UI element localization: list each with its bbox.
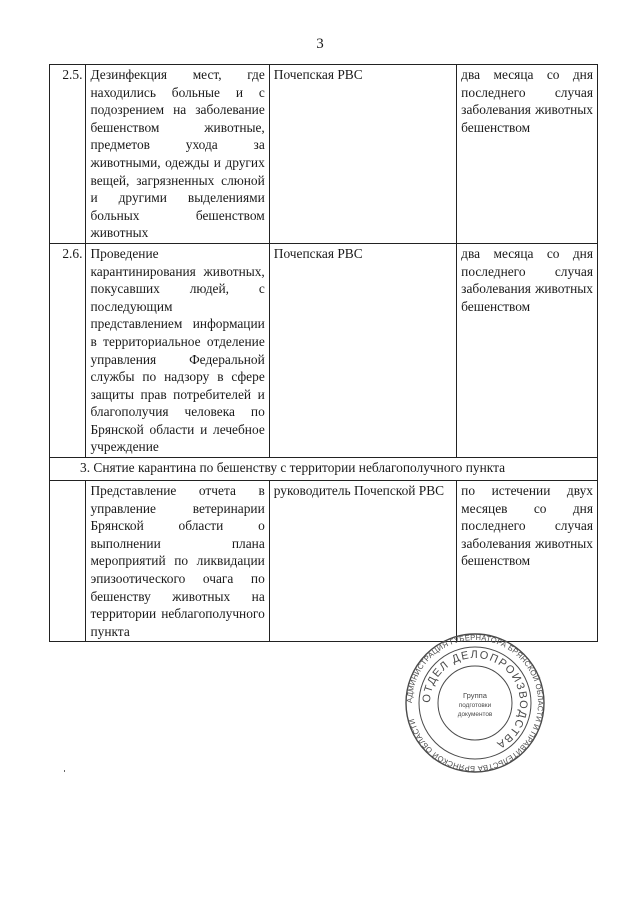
official-stamp-icon [404,632,546,774]
section-title: 3. Снятие карантина по бешенству с территории неблагополучного пункта [50,458,598,481]
measure-description: Проведение карантинирования животных, покусавших людей, с последующим представлением информации в территориальное отделение управления Федеральной службы по надзору в сфере защиты прав потребителей и благополучия человека по Брянской области и лечебное учреждение [86,243,269,457]
table-row [50,243,598,457]
plan-table [49,64,598,642]
measure-description: Представление отчета в управление ветеринарии Брянской области о выполнении плана мероприятий по ликвидации эпизоотического очага по бешенству животных на территории неблагополучного пункта [86,481,269,642]
stamp-center-line: подготовки [458,702,492,709]
table-row [50,481,598,642]
stamp-inner-text: ОТДЕЛ ДЕЛОПРОИЗВОДСТВА [420,648,530,752]
executor: Почепская РВС [269,65,456,244]
svg-text:ОТДЕЛ ДЕЛОПРОИЗВОДСТВА [421,649,529,751]
row-number: 2.6. [50,243,86,457]
deadline: два месяца со дня последнего случая заболевания животных бешенством [457,65,598,244]
page-number: 3 [316,36,324,52]
stamp-center-line: документов [457,711,493,718]
section-header-row [50,458,598,481]
stamp-center-line: Группа [462,691,488,700]
executor: Почепская РВС [269,243,456,457]
executor: руководитель Почепской РВС [269,481,456,642]
deadline: два месяца со дня последнего случая заболевания животных бешенством [457,243,598,457]
deadline: по истечении двух месяцев со дня последнего случая заболевания животных бешенством [457,481,598,642]
table-row [50,65,598,244]
stamp-outer-text: АДМИНИСТРАЦИЯ ГУБЕРНАТОРА БРЯНСКОЙ ОБЛАСТИ И ПРАВИТЕЛЬСТВА БРЯНСКОЙ ОБЛАСТИ [404,632,546,774]
row-number: 2.5. [50,65,86,244]
row-number [50,481,86,642]
scan-speck [64,770,65,772]
measure-description: Дезинфекция мест, где находились больные и с подозрением на заболевание бешенством животные, предметов ухода за животными, одежды и других вещей, загрязненных слюной и другими выделениями больных бешенством животных [86,65,269,244]
